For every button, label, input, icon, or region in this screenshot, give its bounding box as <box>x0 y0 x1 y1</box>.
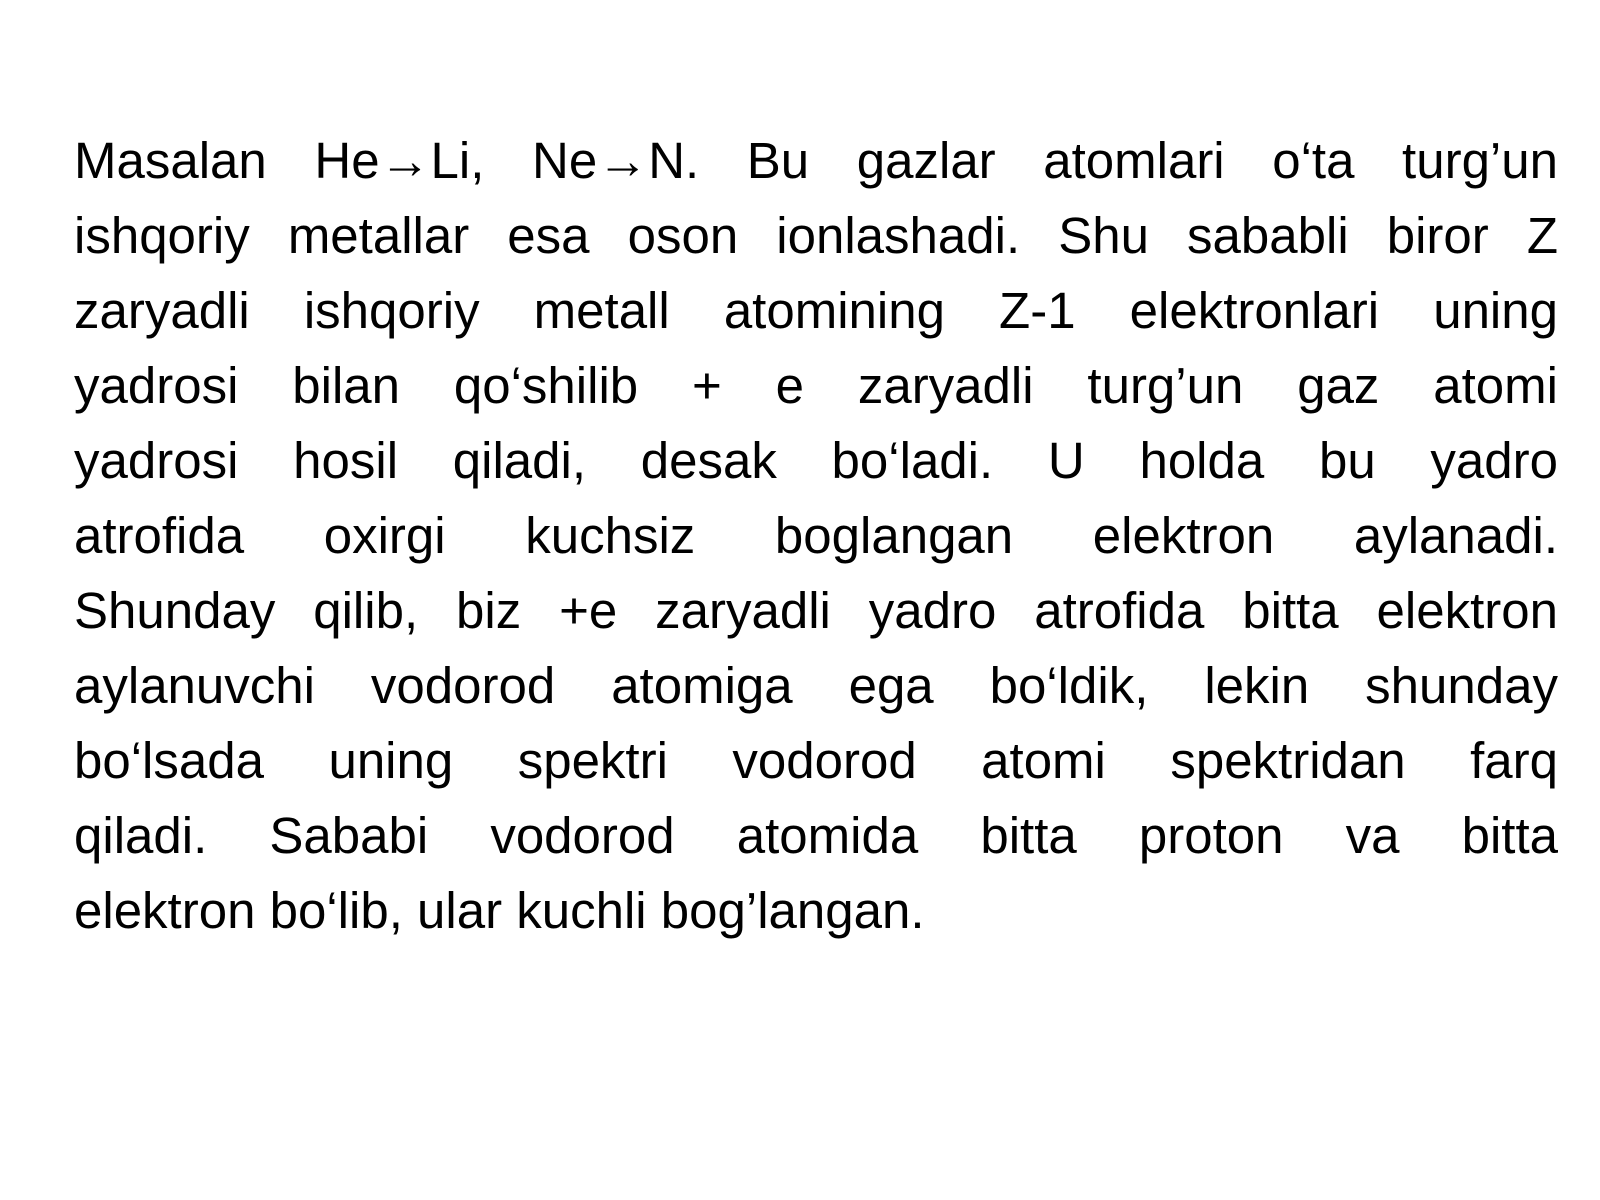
paragraph-line: Masalan He→Li, Ne→N. Bu gazlar atomlari o‘ta turg’un <box>74 132 1558 189</box>
paragraph-line: yadrosi hosil qiladi, desak bo‘ladi. U holda bu yadro <box>74 432 1558 489</box>
paragraph-line: atrofida oxirgi kuchsiz boglangan elektron aylanadi. <box>74 507 1558 564</box>
paragraph-line: aylanuvchi vodorod atomiga ega bo‘ldik, lekin shunday <box>74 657 1558 714</box>
paragraph-line: zaryadli ishqoriy metall atomining Z-1 elektronlari uning <box>74 282 1558 339</box>
paragraph-line: ishqoriy metallar esa oson ionlashadi. Shu sababli biror Z <box>74 207 1558 264</box>
paragraph-line: elektron bo‘lib, ular kuchli bog’langan. <box>74 882 925 939</box>
paragraph-line: Shunday qilib, biz +e zaryadli yadro atrofida bitta elektron <box>74 582 1558 639</box>
body-paragraph <box>74 123 1558 948</box>
paragraph-line: qiladi. Sababi vodorod atomida bitta proton va bitta <box>74 807 1558 864</box>
paragraph-line: yadrosi bilan qo‘shilib + e zaryadli turg’un gaz atomi <box>74 357 1558 414</box>
paragraph-line: bo‘lsada uning spektri vodorod atomi spektridan farq <box>74 732 1558 789</box>
